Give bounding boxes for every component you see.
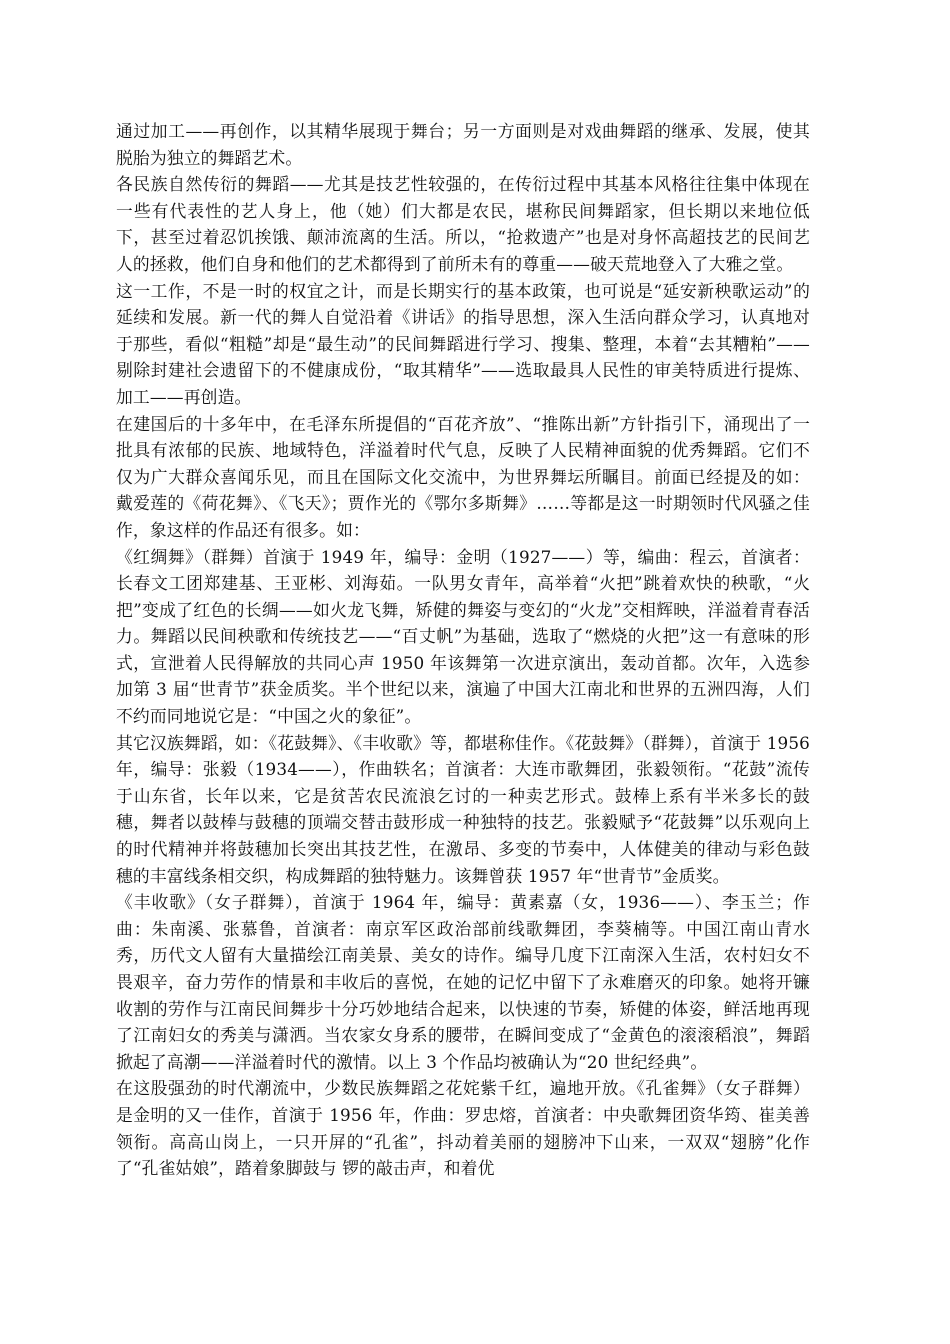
paragraph-5: 《红绸舞》（群舞）首演于 1949 年，编导：金明（1927——）等，编曲：程云，首演者：长春文工团郑建基、王亚彬、刘海茹。一队男女青年，高举着“火把”跳着欢快的秧歌，“火把”变成了红色的长绸——如火龙飞舞，矫健的舞姿与变幻的“火龙”交相辉映，洋溢着青春活力。舞蹈以民间秧歌和传统技艺——“百丈帆”为基础，选取了“燃烧的火把”这一有意味的形式，宣泄着人民得解放的共同心声 1950 年该舞第一次进京演出，轰动首都。次年，入选参加第 3 届“世青节”获金质奖。半个世纪以来，演遍了中国大江南北和世界的五洲四海，人们不约而同地说它是：“中国之火的象征”。 xyxy=(116,546,810,727)
paragraph-2: 各民族自然传衍的舞蹈——尤其是技艺性较强的，在传衍过程中其基本风格往往集中体现在一些有代表性的艺人身上，他（她）们大都是农民，堪称民间舞蹈家，但长期以来地位低下，甚至过着忍饥挨饿、颠沛流离的生活。所以，“抢救遗产”也是对身怀高超技艺的民间艺人的拯救，他们自身和他们的艺术都得到了前所未有的尊重——破天荒地登入了大雅之堂。 xyxy=(116,174,810,274)
paragraph-1: 通过加工——再创作，以其精华展现于舞台；另一方面则是对戏曲舞蹈的继承、发展，使其脱胎为独立的舞蹈艺术。 xyxy=(116,121,810,168)
paragraph-3: 这一工作，不是一时的权宜之计，而是长期实行的基本政策，也可说是“延安新秧歌运动”的延续和发展。新一代的舞人自觉沿着《讲话》的指导思想，深入生活向群众学习，认真地对于那些，看似“粗糙”却是“最生动”的民间舞蹈进行学习、搜集、整理，本着“去其糟粕”——剔除封建社会遗留下的不健康成份，“取其精华”——选取最具人民性的审美特质进行提炼、加工——再创造。 xyxy=(116,280,810,407)
document-page xyxy=(116,118,810,1182)
paragraph-8: 在这股强劲的时代潮流中，少数民族舞蹈之花姹紫千红，遍地开放。《孔雀舞》（女子群舞）是金明的又一佳作，首演于 1956 年，作曲：罗忠熔，首演者：中央歌舞团资华筠、崔美善领衔。高高山岗上，一只开屏的“孔雀”，抖动着美丽的翅膀冲下山来，一双双“翅膀”化作了“孔雀姑娘”，踏着象脚鼓与 锣的敲击声，和着优 xyxy=(116,1078,810,1179)
paragraph-7: 《丰收歌》（女子群舞），首演于 1964 年，编导：黄素嘉（女，1936——）、李玉兰；作曲：朱南溪、张慕鲁，首演者：南京军区政治部前线歌舞团，李葵楠等。中国江南山青水秀，历代文人留有大量描绘江南美景、美女的诗作。编导几度下江南深入生活，农村妇女不畏艰辛，奋力劳作的情景和丰收后的喜悦，在她的记忆中留下了永难磨灭的印象。她将开镰收割的劳作与江南民间舞步十分巧妙地结合起来，以快速的节奏，矫健的体姿，鲜活地再现了江南妇女的秀美与潇洒。当农家女身系的腰带，在瞬间变成了“金黄色的滚滚稻浪”，舞蹈掀起了高潮——洋溢着时代的激情。以上 3 个作品均被确认为“20 世纪经典”。 xyxy=(116,892,810,1072)
paragraph-6: 其它汉族舞蹈，如：《花鼓舞》、《丰收歌》等，都堪称佳作。《花鼓舞》（群舞），首演于 1956 年，编导：张毅（1934——），作曲轶名；首演者：大连市歌舞团，张毅领衔。“花鼓”流传于山东省，长年以来，它是贫苦农民流浪乞讨的一种卖艺形式。鼓棒上系有半米多长的鼓穗，舞者以鼓棒与鼓穗的顶端交替击鼓形成一种独特的技艺。张毅赋予“花鼓舞”以乐观向上的时代精神并将鼓穗加长突出其技艺性，在激昂、多变的节奏中，人体健美的律动与彩色鼓穗的丰富线条相交织，构成舞蹈的独特魅力。该舞曾获 1957 年“世青节”金质奖。 xyxy=(116,732,810,886)
paragraph-4: 在建国后的十多年中，在毛泽东所提倡的“百花齐放”、“推陈出新”方针指引下，涌现出了一批具有浓郁的民族、地域特色，洋溢着时代气息，反映了人民精神面貌的优秀舞蹈。它们不仅为广大群众喜闻乐见，而且在国际文化交流中，为世界舞坛所瞩目。前面已经提及的如：戴爱莲的《荷花舞》、《飞天》；贾作光的《鄂尔多斯舞》……等都是这一时期领时代风骚之佳作，象这样的作品还有很多。如： xyxy=(116,413,810,540)
